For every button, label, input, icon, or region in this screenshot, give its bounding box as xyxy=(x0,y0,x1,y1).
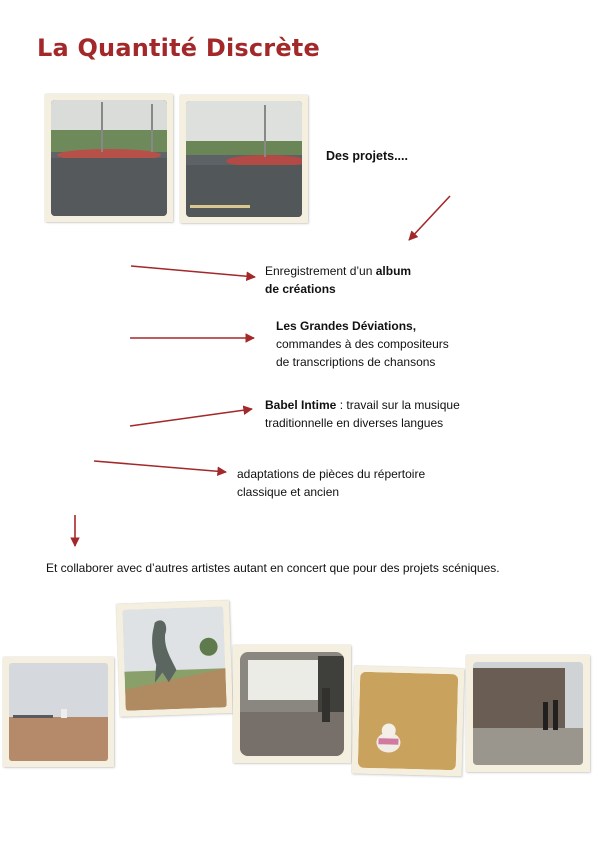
photo-roundabout-1 xyxy=(45,94,173,222)
item-babel-intime-line2: traditionnelle en diverses langues xyxy=(265,416,444,430)
field-image xyxy=(9,663,108,761)
intro-heading: Des projets.... xyxy=(326,149,408,163)
arrow-to-album xyxy=(131,266,255,277)
item-album-text: Enregistrement d’un xyxy=(265,264,376,278)
wall-image xyxy=(473,662,583,765)
roundabout-image xyxy=(51,100,167,216)
dinosaur-image xyxy=(122,606,226,710)
arrow-down-left xyxy=(409,196,450,240)
item-grandes-deviations-title: Les Grandes Déviations, xyxy=(276,319,417,333)
item-grandes-deviations-line2: commandes à des compositeurs xyxy=(276,337,449,351)
building-image xyxy=(240,652,344,756)
item-album xyxy=(265,262,411,298)
arrow-to-babel xyxy=(130,409,252,426)
item-adaptations xyxy=(237,465,425,501)
item-adaptations-line1: adaptations de pièces du répertoire xyxy=(237,467,426,481)
item-babel-intime-text: : travail sur la musique xyxy=(336,398,460,412)
item-grandes-deviations-line3: de transcriptions de chansons xyxy=(276,355,436,369)
item-album-line2: de créations xyxy=(265,282,336,296)
photo-field xyxy=(3,657,114,767)
photo-wall xyxy=(466,655,590,772)
photo-dinosaur xyxy=(116,600,233,717)
arrow-to-adaptations xyxy=(94,461,226,472)
page-title: La Quantité Discrète xyxy=(37,34,320,62)
item-adaptations-line2: classique et ancien xyxy=(237,485,340,499)
road-image xyxy=(186,101,302,217)
photo-dog xyxy=(352,666,465,777)
dog-image xyxy=(358,672,458,771)
item-grandes-deviations xyxy=(276,317,449,371)
item-babel-intime xyxy=(265,396,460,432)
photo-roundabout-2 xyxy=(180,95,308,223)
footer-text: Et collaborer avec d’autres artistes autant en concert que pour des projets scéniques. xyxy=(46,561,500,575)
item-album-bold: album xyxy=(375,264,412,278)
item-babel-intime-title: Babel Intime xyxy=(265,398,337,412)
photo-building xyxy=(233,645,351,763)
